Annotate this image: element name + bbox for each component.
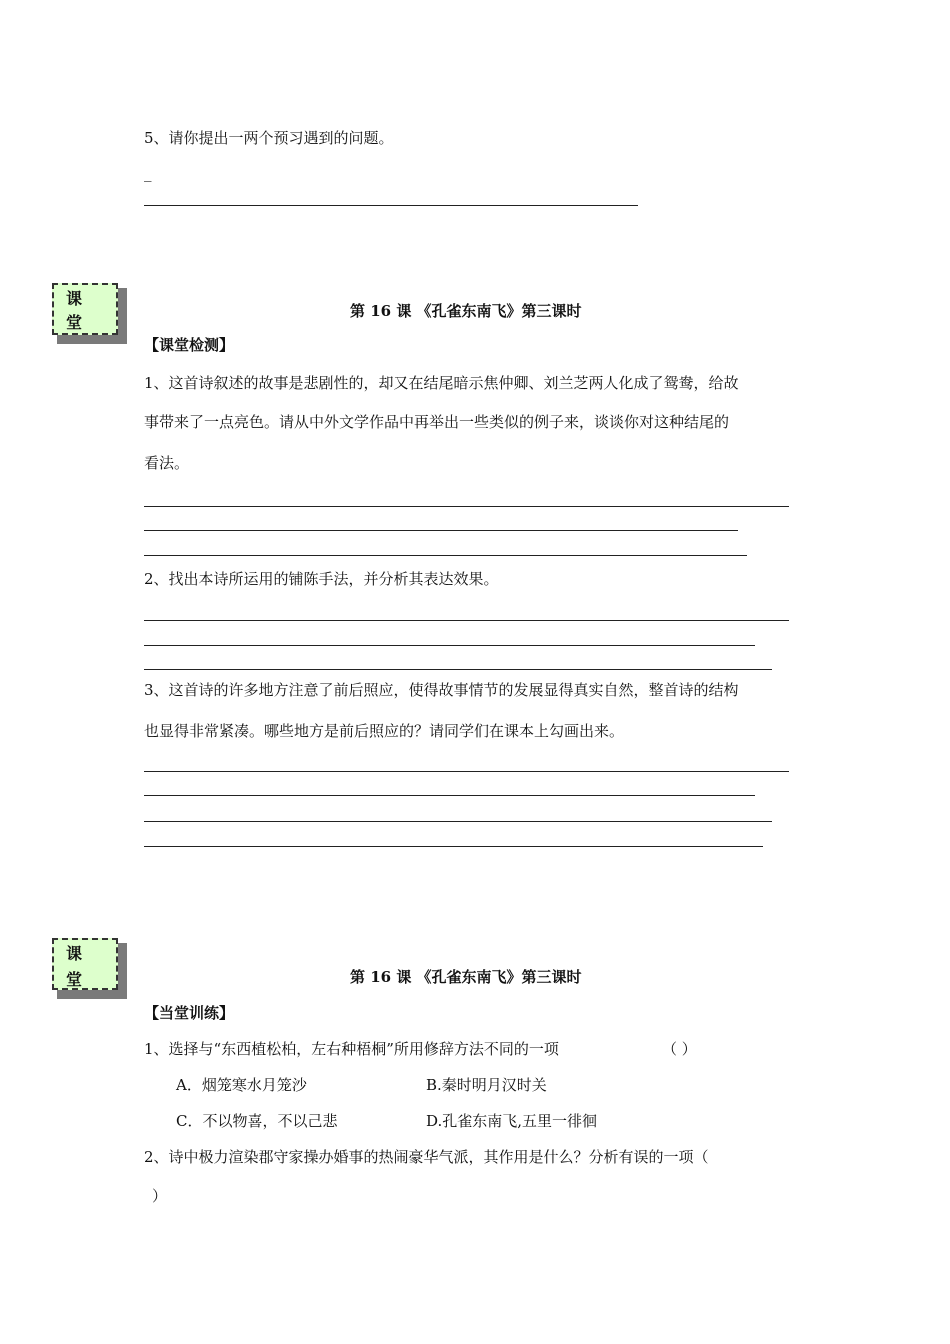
section-heading: 【当堂训练】 <box>144 1004 235 1022</box>
answer-dash: _ <box>144 164 152 182</box>
training-question-2: 2、诗中极力渲染郡守家操办婚事的热闹豪华气派，其作用是什么？分析有误的一项（ <box>144 1148 709 1166</box>
option-c: C．不以物喜，不以己悲 <box>176 1112 338 1130</box>
training-question-1: 1、选择与“东西植松柏，左右种梧桐”所用修辞方法不同的一项 <box>144 1040 559 1058</box>
classroom-stamp <box>52 283 118 335</box>
question-3-line-2: 也显得非常紧凑。哪些地方是前后照应的？请同学们在课本上勾画出来。 <box>144 722 625 740</box>
answer-line <box>144 795 755 796</box>
classroom-stamp <box>52 938 118 990</box>
answer-line <box>144 530 738 531</box>
answer-line <box>144 669 772 670</box>
question-1-line-3: 看法。 <box>144 454 190 472</box>
answer-bracket: （ ） <box>662 1040 697 1058</box>
answer-line <box>144 620 789 621</box>
stamp-char: 堂 <box>66 970 83 989</box>
stamp-char: 堂 <box>66 313 83 332</box>
answer-line <box>144 645 755 646</box>
answer-bracket-close: ） <box>152 1187 168 1205</box>
answer-line <box>144 771 789 772</box>
section-heading: 【课堂检测】 <box>144 336 235 354</box>
stamp-char: 课 <box>66 944 83 963</box>
question-3-line-1: 3、这首诗的许多地方注意了前后照应，使得故事情节的发展显得真实自然，整首诗的结构 <box>144 681 739 699</box>
answer-line <box>144 555 747 556</box>
option-d: D.孔雀东南飞,五里一徘徊 <box>426 1112 598 1130</box>
answer-line <box>144 506 789 507</box>
stamp-char: 课 <box>66 289 83 308</box>
option-a: A．烟笼寒水月笼沙 <box>176 1076 307 1094</box>
question-1-line-1: 1、这首诗叙述的故事是悲剧性的，却又在结尾暗示焦仲卿、刘兰芝两人化成了鸳鸯，给故 <box>144 374 739 392</box>
answer-line <box>144 846 763 847</box>
answer-line <box>144 821 772 822</box>
lesson-title: 第 16 课 《孔雀东南飞》第三课时 <box>350 968 582 986</box>
preview-question-5: 5、请你提出一两个预习遇到的问题。 <box>144 129 394 147</box>
question-1-line-2: 事带来了一点亮色。请从中外文学作品中再举出一些类似的例子来，谈谈你对这种结尾的 <box>144 413 730 431</box>
lesson-title: 第 16 课 《孔雀东南飞》第三课时 <box>350 302 582 320</box>
answer-line <box>144 205 638 206</box>
question-2: 2、找出本诗所运用的铺陈手法，并分析其表达效果。 <box>144 570 499 588</box>
option-b: B.秦时明月汉时关 <box>426 1076 547 1094</box>
